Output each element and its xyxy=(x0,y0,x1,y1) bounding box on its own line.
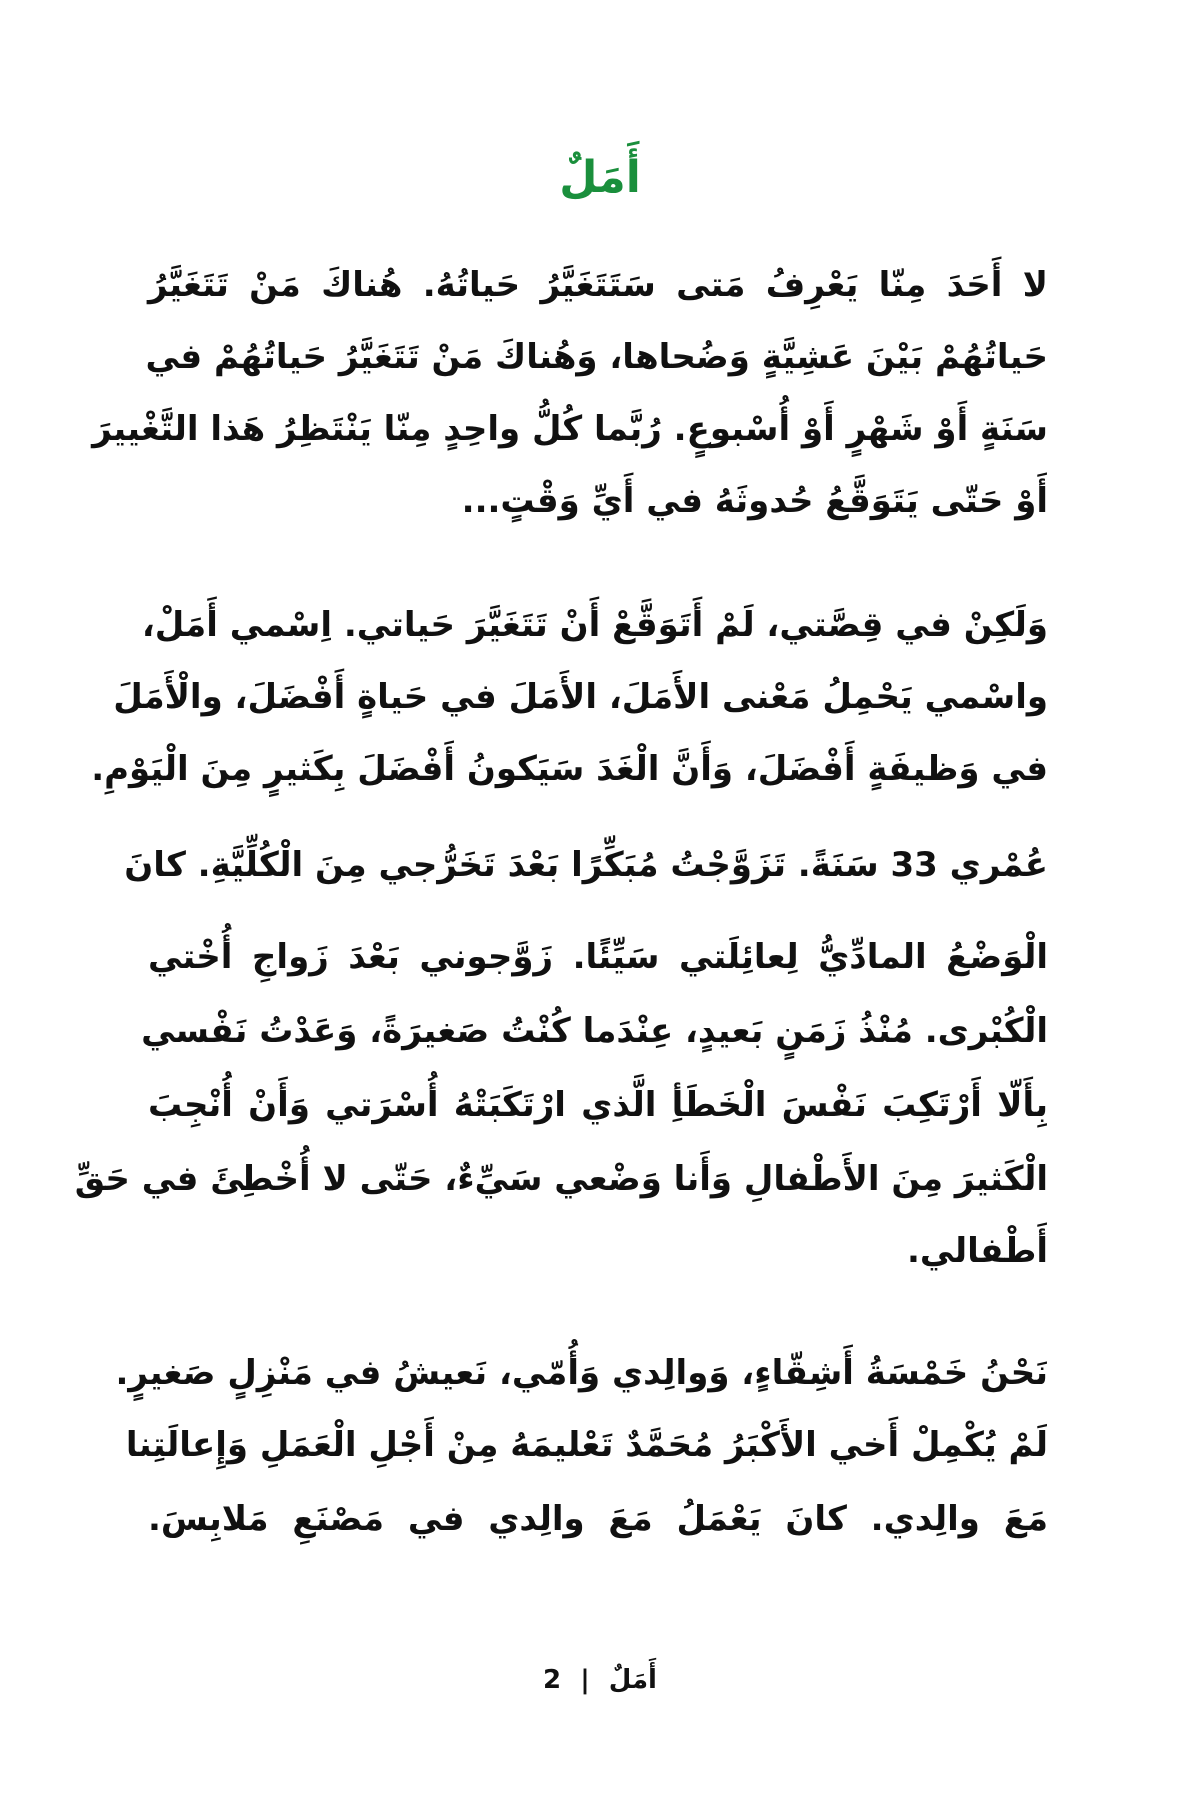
text-line: الْكَثيرَ مِنَ الأَطْفالِ وَأَنا وَضْعي سَيِّءٌ، حَتّى لا أُخْطِئَ في حَقِّ xyxy=(74,1159,1048,1199)
story-title: أَمَلٌ xyxy=(559,152,641,203)
text-line: أَطْفالي. xyxy=(907,1231,1048,1271)
text-line: بِأَلّا أَرْتَكِبَ نَفْسَ الْخَطَأِ الَّذي ارْتَكَبَتْهُ أُسْرَتي وَأَنْ أُنْجِبَ xyxy=(148,1085,1048,1125)
text-line: عُمْري 33 سَنَةً. تَزَوَّجْتُ مُبَكِّرًا بَعْدَ تَخَرُّجي مِنَ الْكُلِّيَّةِ. كانَ xyxy=(124,845,1048,885)
text-line: واسْمي يَحْمِلُ مَعْنى الأَمَلَ، الأَمَلَ في حَياةٍ أَفْضَلَ، والْأَمَلَ xyxy=(113,677,1048,717)
text-line: الْكُبْرى. مُنْذُ زَمَنٍ بَعيدٍ، عِنْدَما كُنْتُ صَغيرَةً، وَعَدْتُ نَفْسي xyxy=(141,1011,1048,1051)
page-number: 2 xyxy=(543,1665,562,1695)
text-line: حَياتُهُمْ بَيْنَ عَشِيَّةٍ وَضُحاها، وَهُناكَ مَنْ تَتَغَيَّرُ حَياتُهُمْ في xyxy=(145,337,1048,377)
text-line: سَنَةٍ أَوْ شَهْرٍ أَوْ أُسْبوعٍ. رُبَّما كُلُّ واحِدٍ مِنّا يَنْتَظِرُ هَذا التَّغْييرَ xyxy=(92,409,1048,449)
text-line: في وَظيفَةٍ أَفْضَلَ، وَأَنَّ الْغَدَ سَيَكونُ أَفْضَلَ بِكَثيرٍ مِنَ الْيَوْمِ. xyxy=(91,749,1048,789)
page-footer xyxy=(0,1658,1200,1702)
text-line: وَلَكِنْ في قِصَّتي، لَمْ أَتَوَقَّعْ أَنْ تَتَغَيَّرَ حَياتي. اِسْمي أَمَلْ، xyxy=(141,605,1048,645)
text-line: الْوَضْعُ المادِّيُّ لِعائِلَتي سَيِّئًا. زَوَّجوني بَعْدَ زَواجِ أُخْتي xyxy=(148,937,1048,977)
text-line: لَمْ يُكْمِلْ أَخي الأَكْبَرُ مُحَمَّدٌ تَعْليمَهُ مِنْ أَجْلِ الْعَمَلِ وَإِعالَتِنا xyxy=(125,1425,1048,1465)
text-line: نَحْنُ خَمْسَةُ أَشِقّاءٍ، وَوالِدي وَأُمّي، نَعيشُ في مَنْزِلٍ صَغيرٍ. xyxy=(115,1353,1048,1393)
footer-separator: | xyxy=(580,1665,590,1695)
footer-title: أَمَلٌ xyxy=(608,1665,657,1695)
text-line: مَعَ والِدي. كانَ يَعْمَلُ مَعَ والِدي في مَصْنَعِ مَلابِسَ. xyxy=(148,1499,1048,1539)
text-line: أَوْ حَتّى يَتَوَقَّعُ حُدوثَهُ في أَيِّ وَقْتٍ... xyxy=(461,481,1048,521)
text-line: لا أَحَدَ مِنّا يَعْرِفُ مَتى سَتَتَغَيَّرُ حَياتُهُ. هُناكَ مَنْ تَتَغَيَّرُ xyxy=(148,265,1048,305)
